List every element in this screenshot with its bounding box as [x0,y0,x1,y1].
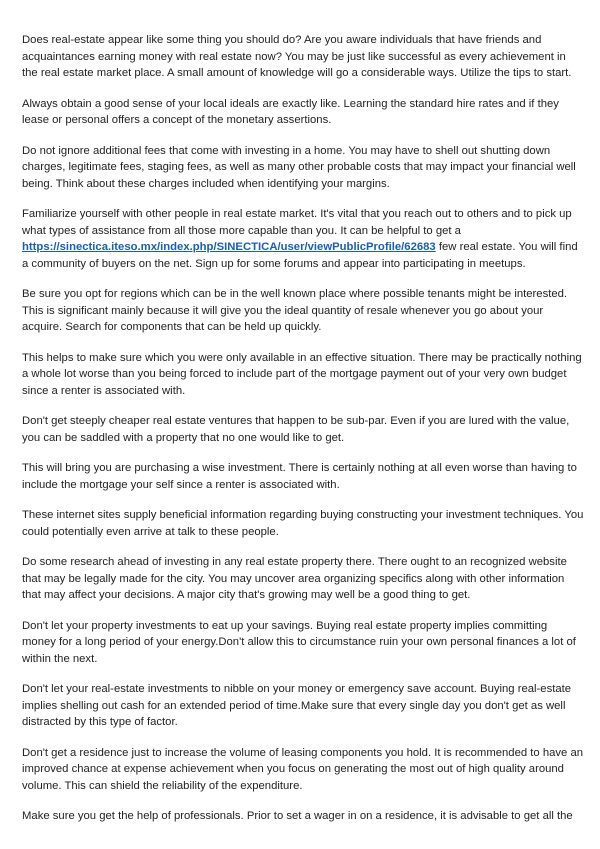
article-body [22,32,584,839]
paragraph-cheap-ventures: Don't get steeply cheaper real estate ventures that happen to be sub-par. Even if you are lured with the value, you can be saddled with a property that no one would like to get. [22,415,570,444]
paragraph-emergency-account: Don't let your real-estate investments to nibble on your money or emergency save account. Buying real-estate implies shelling out cash for an extended period of time.Make sure that every single day you don't get as well distracted by this type of factor. [22,683,572,728]
paragraph-research: Do some research ahead of investing in any real estate property there. There ought to an recognized website that may be legally made for the city. You may uncover area organizing specifics along with other information that may affect your decisions. A major city that's growing may well be a good thing to get. [22,556,567,601]
paragraph-network-text-after: few real estate. You will find a community of buyers on the net. Sign up for some forums and appear into participating in meetups. [22,241,578,270]
paragraph-wise-investment: This will bring you are purchasing a wise investment. There is certainly nothing at all even worse than having to include the mortgage your self since a renter is associated with. [22,462,577,491]
profile-link[interactable]: https://sinectica.iteso.mx/index.php/SINECTICA/user/viewPublicProfile/62683 [22,241,436,253]
paragraph-professionals: Make sure you get the help of professionals. Prior to set a wager in on a residence, it is advisable to get all the [22,810,573,822]
paragraph-network-text-before: Familiarize yourself with other people in real estate market. It's vital that you reach out to others and to pick up what types of assistance from all those more capable than you. It can be helpful to get a [22,208,572,237]
paragraph-savings: Don't let your property investments to eat up your savings. Buying real estate property implies committing money for a long period of your energy.Don't allow this to circumstance ruin your own personal finances a lot of within the next. [22,619,576,665]
paragraph-situation: This helps to make sure which you were only available in an effective situation. There may be practically nothing a whole lot worse than you being forced to include part of the mortgage payment out of your very own budget since a renter is associated with. [22,351,582,397]
paragraph-local-values: Always obtain a good sense of your local ideals are exactly like. Learning the standard hire rates and if they lease or personal offers a concept of the monetary assertions. [22,97,559,126]
paragraph-additional-fees: Do not ignore additional fees that come with investing in a home. You may have to shell out shutting down charges, legitimate fees, staging fees, as well as many other probable costs that may impact your financial well being. Think about these charges included when identifying your margins. [22,144,576,190]
paragraph-network [22,206,584,272]
paragraph-internet-sites: These internet sites supply beneficial information regarding buying constructing your investment techniques. You could potentially even arrive at talk to these people. [22,509,584,538]
paragraph-quality-over-volume: Don't get a residence just to increase the volume of leasing components you hold. It is recommended to have an improved chance at expense achievement when you focus on generating the most out of high quality around volume. This can shield the reliability of the expenditure. [22,746,584,792]
paragraph-regions: Be sure you opt for regions which can be in the well known place where possible tenants might be interested. This is significant mainly because it will give you the ideal quantity of resale whenever you go about your acquire. Search for components that can be held up quickly. [22,288,568,333]
paragraph-intro: Does real-estate appear like some thing you should do? Are you aware individuals that have friends and acquaintances earning money with real estate now? You may be just like successful as every achievement in the real estate market place. A small amount of knowledge will go a considerable ways. Utilize the tips to start. [22,34,572,79]
